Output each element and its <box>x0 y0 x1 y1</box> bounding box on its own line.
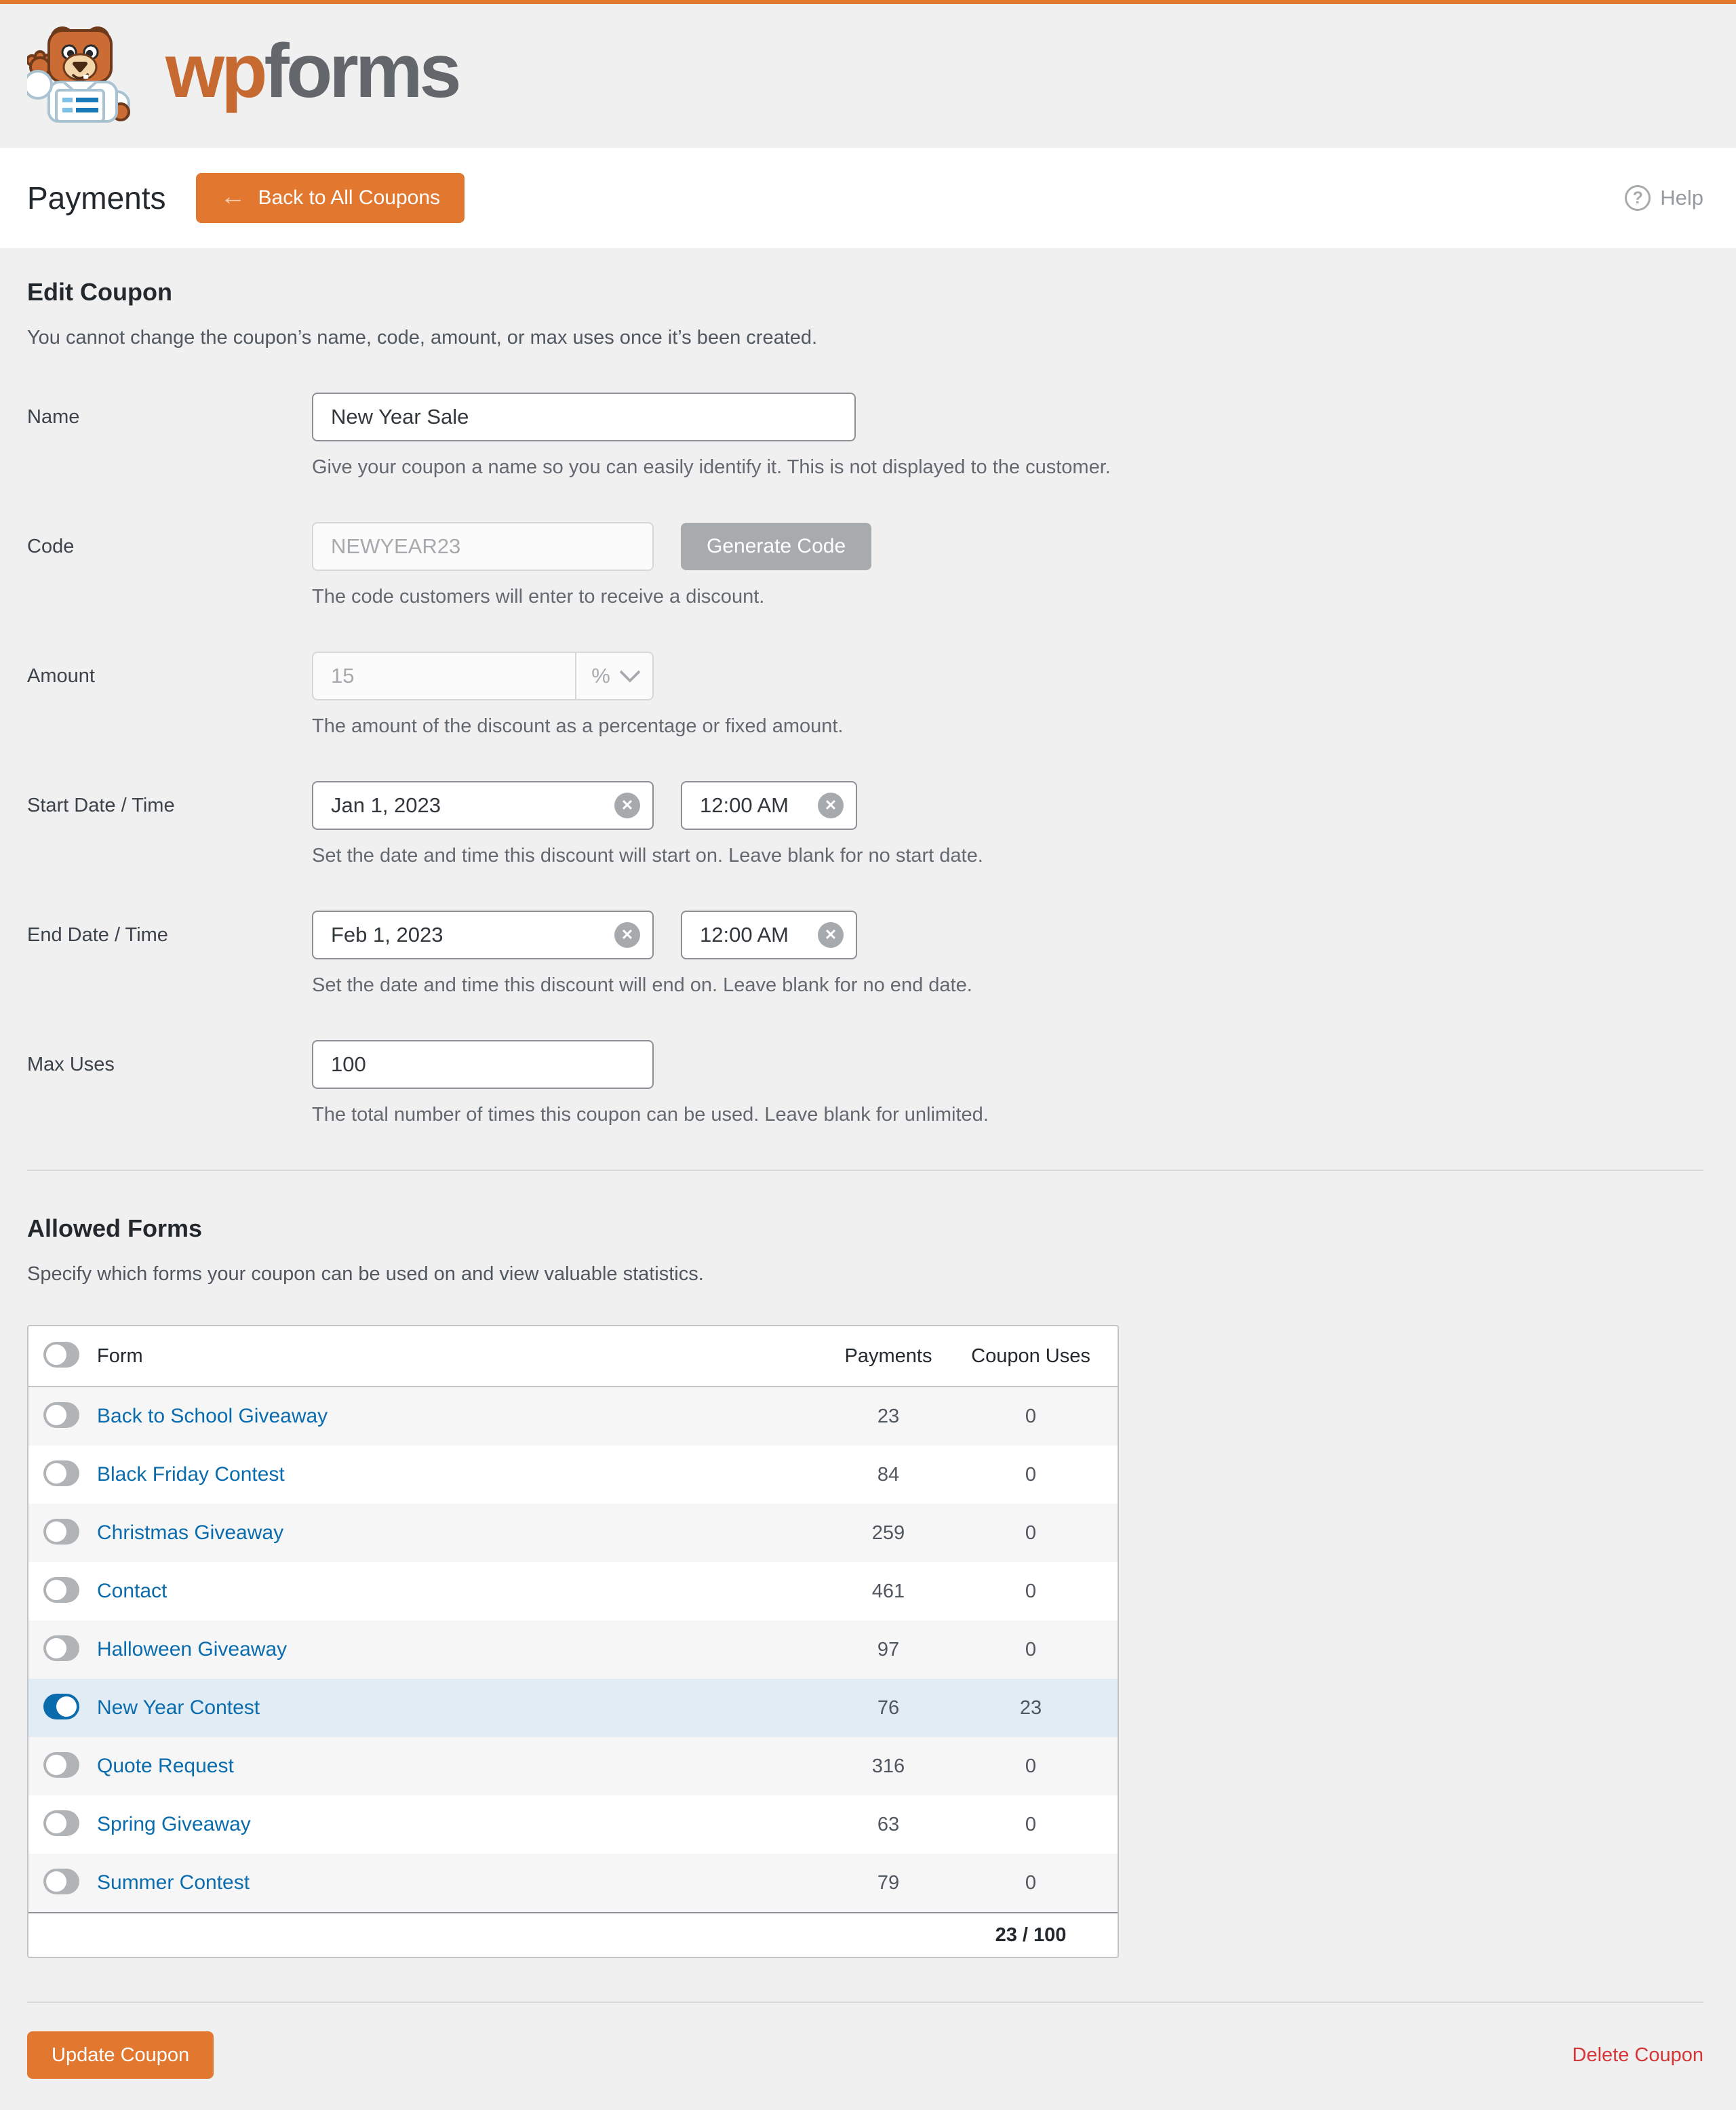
update-coupon-button[interactable]: Update Coupon <box>27 2031 214 2079</box>
generate-code-button: Generate Code <box>681 523 871 570</box>
payments-count: 63 <box>877 1813 900 1835</box>
payments-count: 461 <box>871 1580 905 1602</box>
footer-divider <box>27 2002 1703 2003</box>
payments-count: 97 <box>877 1638 900 1660</box>
table-row <box>28 1504 1118 1562</box>
wpforms-logo <box>27 25 458 127</box>
payments-count: 76 <box>877 1696 900 1719</box>
clear-end-date-icon[interactable]: ✕ <box>614 922 640 948</box>
form-link[interactable]: New Year Contest <box>97 1696 260 1719</box>
form-link[interactable]: Summer Contest <box>97 1871 250 1894</box>
payments-column-header: Payments <box>844 1345 932 1367</box>
form-link[interactable]: Halloween Giveaway <box>97 1638 288 1660</box>
form-toggle[interactable] <box>43 1577 79 1603</box>
name-label: Name <box>27 406 80 428</box>
logo-header <box>0 4 1736 148</box>
toggle-knob <box>46 1871 66 1892</box>
help-link[interactable] <box>1625 185 1703 211</box>
allowed-forms-table <box>27 1325 1119 1958</box>
toggle-knob <box>46 1345 66 1365</box>
table-footer-row <box>28 1912 1118 1957</box>
form-link[interactable]: Christmas Giveaway <box>97 1521 284 1544</box>
form-toggle[interactable] <box>43 1810 79 1836</box>
form-link[interactable]: Spring Giveaway <box>97 1813 251 1835</box>
wpforms-logo-text <box>165 28 458 119</box>
clear-start-time-icon[interactable]: ✕ <box>818 793 844 818</box>
code-input <box>312 522 654 571</box>
end-datetime-row <box>27 911 1703 997</box>
page-header <box>0 148 1736 248</box>
toggle-knob <box>46 1755 66 1775</box>
main-content <box>0 248 1736 2110</box>
table-row <box>28 1446 1118 1504</box>
toggle-knob <box>56 1696 77 1717</box>
amount-help-text: The amount of the discount as a percentage or fixed amount. <box>312 715 844 737</box>
coupon-uses-count: 0 <box>1025 1755 1037 1777</box>
name-help-text: Give your coupon a name so you can easily identify it. This is not displayed to the customer. <box>312 456 1111 478</box>
section-divider <box>27 1170 1703 1171</box>
coupon-uses-total: 23 / 100 <box>995 1924 1067 1946</box>
coupon-uses-count: 0 <box>1025 1813 1037 1835</box>
start-datetime-row <box>27 781 1703 867</box>
form-toggle[interactable] <box>43 1402 79 1428</box>
toggle-knob <box>46 1405 66 1425</box>
table-row <box>28 1562 1118 1620</box>
logo-forms: forms <box>264 28 458 113</box>
start-help-text: Set the date and time this discount will start on. Leave blank for no start date. <box>312 845 983 867</box>
max-uses-input[interactable] <box>312 1040 654 1089</box>
max-uses-label: Max Uses <box>27 1054 115 1075</box>
name-input[interactable] <box>312 393 856 441</box>
coupon-uses-count: 0 <box>1025 1580 1037 1602</box>
coupon-uses-count: 0 <box>1025 1405 1037 1427</box>
coupon-uses-count: 0 <box>1025 1638 1037 1660</box>
form-link[interactable]: Quote Request <box>97 1755 234 1777</box>
chevron-down-icon <box>619 662 640 683</box>
form-toggle[interactable] <box>43 1869 79 1894</box>
name-field-row <box>27 393 1703 479</box>
code-help-text: The code customers will enter to receive a discount. <box>312 586 765 608</box>
logo-wp: wp <box>165 28 264 113</box>
toggle-all-forms[interactable] <box>43 1342 79 1368</box>
question-mark-icon: ? <box>1625 185 1651 211</box>
table-row <box>28 1737 1118 1795</box>
toggle-knob <box>46 1580 66 1600</box>
back-button-label: Back to All Coupons <box>258 186 441 209</box>
coupon-uses-count: 23 <box>1019 1696 1042 1719</box>
left-arrow-icon: ← <box>220 182 246 211</box>
max-uses-row <box>27 1040 1703 1126</box>
toggle-knob <box>46 1813 66 1833</box>
delete-coupon-link[interactable]: Delete Coupon <box>1572 2044 1703 2066</box>
edit-coupon-heading: Edit Coupon <box>27 278 172 306</box>
table-row <box>28 1620 1118 1679</box>
table-header-row <box>28 1326 1118 1387</box>
start-date-input[interactable] <box>312 781 654 830</box>
code-field-row <box>27 522 1703 608</box>
coupon-uses-count: 0 <box>1025 1463 1037 1486</box>
wpforms-bear-icon <box>27 25 156 127</box>
coupon-uses-count: 0 <box>1025 1871 1037 1894</box>
toggle-knob <box>46 1521 66 1542</box>
form-toggle[interactable] <box>43 1635 79 1661</box>
table-row <box>28 1679 1118 1737</box>
page-title: Payments <box>27 180 166 216</box>
amount-field-row <box>27 652 1703 738</box>
payments-count: 259 <box>871 1521 905 1544</box>
coupon-uses-column-header: Coupon Uses <box>971 1345 1090 1367</box>
payments-count: 84 <box>877 1463 900 1486</box>
code-label: Code <box>27 536 75 557</box>
form-link[interactable]: Contact <box>97 1580 167 1602</box>
clear-end-time-icon[interactable]: ✕ <box>818 922 844 948</box>
percent-label: % <box>591 664 610 688</box>
footer-actions <box>27 2031 1703 2079</box>
form-toggle[interactable] <box>43 1519 79 1545</box>
form-link[interactable]: Back to School Giveaway <box>97 1405 328 1427</box>
end-help-text: Set the date and time this discount will end on. Leave blank for no end date. <box>312 974 972 996</box>
toggle-knob <box>46 1463 66 1484</box>
payments-count: 79 <box>877 1871 900 1894</box>
amount-unit-select <box>575 653 652 699</box>
allowed-forms-subtext: Specify which forms your coupon can be used on and view valuable statistics. <box>27 1263 704 1285</box>
end-datetime-label: End Date / Time <box>27 924 168 946</box>
form-toggle[interactable] <box>43 1752 79 1778</box>
payments-count: 316 <box>871 1755 905 1777</box>
form-column-header: Form <box>97 1345 143 1367</box>
help-label: Help <box>1660 186 1703 210</box>
end-date-input[interactable] <box>312 911 654 959</box>
allowed-forms-heading: Allowed Forms <box>27 1214 203 1242</box>
start-datetime-label: Start Date / Time <box>27 795 175 816</box>
table-row <box>28 1795 1118 1854</box>
payments-count: 23 <box>877 1405 900 1427</box>
edit-coupon-intro: You cannot change the coupon’s name, code, amount, or max uses once it’s been created. <box>27 327 818 349</box>
form-toggle[interactable] <box>43 1694 79 1719</box>
toggle-knob <box>46 1638 66 1658</box>
max-uses-help-text: The total number of times this coupon can be used. Leave blank for unlimited. <box>312 1104 989 1126</box>
clear-start-date-icon[interactable]: ✕ <box>614 793 640 818</box>
back-to-all-coupons-button[interactable] <box>196 173 465 223</box>
form-toggle[interactable] <box>43 1460 79 1486</box>
coupon-uses-count: 0 <box>1025 1521 1037 1544</box>
amount-label: Amount <box>27 665 95 687</box>
table-row <box>28 1387 1118 1446</box>
form-link[interactable]: Black Friday Contest <box>97 1463 285 1486</box>
table-row <box>28 1854 1118 1912</box>
